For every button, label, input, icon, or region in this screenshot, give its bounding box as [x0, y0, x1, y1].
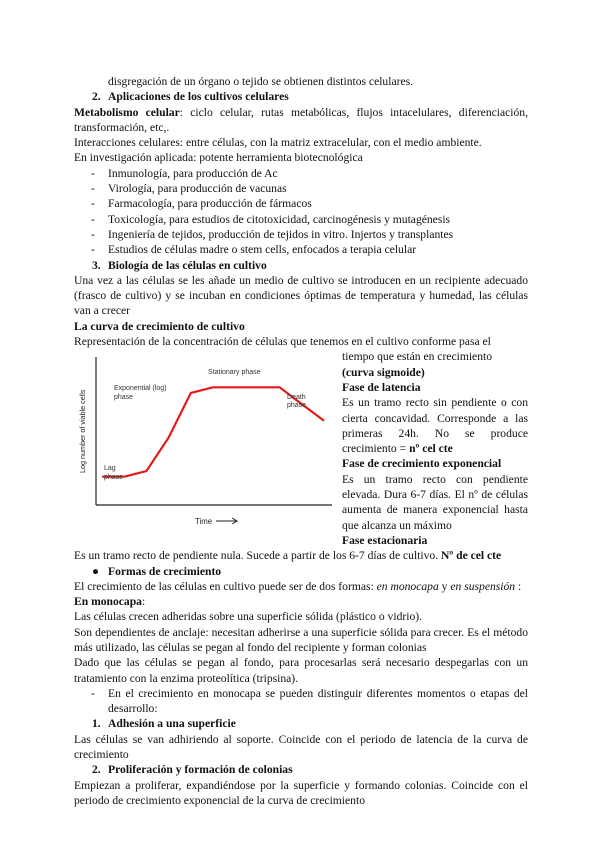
list-item: - Farmacología, para producción de fármacos [74, 196, 528, 211]
paragraph: Es un tramo recto sin pendiente o con cierta concavidad. Corresponde a las primeras 24h. No se produce crecimiento = nº cel cte [342, 396, 528, 456]
lag-phase-label-2: phase [104, 474, 124, 482]
paragraph: Es un tramo recto con pendiente elevada. Dura 6-7 días. El nº de células aumenta de manera exponencial hasta que alcanza un máximo [342, 472, 528, 532]
growth-curve-chart [74, 349, 342, 539]
sigmoid-label: (curva sigmoide) [342, 365, 425, 379]
list-item: - Virología, para producción de vacunas [74, 181, 528, 196]
section-heading: 2. Aplicaciones de los cultivos celulares [92, 90, 289, 104]
paragraph: Metabolismo celular: ciclo celular, rutas metabólicas, flujos intacelulares, diferenciación, transformación, etc,. [74, 105, 528, 134]
section-heading: 3. Biología de las células en cultivo [92, 258, 267, 272]
list-item: - Ingeniería de tejidos, producción de tejidos in vitro. Injertos y transplantes [74, 227, 528, 242]
paragraph: Las células crecen adheridas sobre una superficie sólida (plástico o vidrio). [74, 610, 422, 624]
paragraph: Las células se van adhiriendo al soporte. Coincide con el periodo de latencia de la curva de crecimiento [74, 732, 528, 762]
bullet-heading: ● Formas de crecimiento [92, 564, 222, 578]
death-phase-label-2: phase [287, 402, 307, 410]
paragraph: Empiezan a proliferar, expandiéndose por la superficie y formando colonias. Coincide con el periodo de crecimiento exponencial de la curva de crecimiento [74, 778, 528, 807]
paragraph: Interacciones celulares: entre células, con la matriz extracelular, con el medio ambiente. [74, 136, 482, 150]
death-phase-label-1: Death [287, 394, 306, 402]
exp-phase-label-2: phase [114, 394, 134, 402]
y-axis-label: Log number of viable cells [78, 389, 87, 474]
list-item: - Inmunología, para producción de Ac [74, 166, 528, 181]
paragraph: En investigación aplicada: potente herramienta biotecnológica [74, 151, 363, 165]
paragraph: Son dependientes de anclaje: necesitan adherirse a una superficie sólida para crecer. Es el método más utilizado, las células se pegan al fondo del recipiente y forman colonias [74, 625, 528, 654]
paragraph: tiempo que están en crecimiento [342, 350, 493, 364]
text-line: disgregación de un órgano o tejido se obtienen distintos celulares. [108, 75, 414, 88]
stationary-phase-label: Stationary phase [208, 369, 261, 377]
exp-phase-label-1: Exponential (log) [114, 385, 167, 393]
time-arrow [216, 518, 237, 524]
subsection-heading: La curva de crecimiento de cultivo [74, 319, 245, 333]
paragraph: Una vez a las células se les añade un medio de cultivo se introducen en un recipiente adecuado (frasco de cultivo) y se incuban en condiciones óptimas de temperatura y humedad, las células van a crecer [74, 273, 528, 318]
stage-heading: 2. Proliferación y formación de colonias [92, 763, 293, 777]
stage-heading: 1. Adhesión a una superficie [92, 717, 236, 731]
phase-heading: Fase de latencia [342, 380, 421, 394]
chart-side-text [342, 349, 528, 548]
list-item: - Toxicología, para estudios de citotoxicidad, carcinogénesis y mutagénesis [74, 212, 528, 227]
lag-phase-label-1: Lag [104, 465, 116, 473]
phase-heading: Fase de crecimiento exponencial [342, 457, 502, 471]
subheading: En monocapa: [74, 595, 146, 609]
paragraph: Representación de la concentración de células que tenemos en el cultivo conforme pasa el [74, 335, 491, 349]
document-page [74, 74, 528, 808]
list-item: - Estudios de células madre o stem cells, enfocados a terapia celular [74, 242, 528, 257]
x-axis-label: Time [195, 517, 213, 527]
paragraph: Es un tramo recto de pendiente nula. Sucede a partir de los 6-7 días de cultivo. Nº de cel cte [74, 549, 502, 563]
growth-curve-svg [74, 349, 342, 539]
applications-list [74, 166, 528, 258]
paragraph: Dado que las células se pegan al fondo, para procesarlas será necesario despegarlas con un tratamiento con la enzima proteolítica (tripsina). [74, 656, 528, 685]
list-item: - En el crecimiento en monocapa se pueden distinguir diferentes momentos o etapas del desarrollo: [74, 686, 528, 717]
phase-heading: Fase estacionaria [342, 533, 428, 547]
paragraph: El crecimiento de las células en cultivo puede ser de dos formas: en monocapa y en suspensión : [74, 579, 522, 593]
chart-section [74, 349, 528, 548]
stages-list [74, 686, 528, 717]
